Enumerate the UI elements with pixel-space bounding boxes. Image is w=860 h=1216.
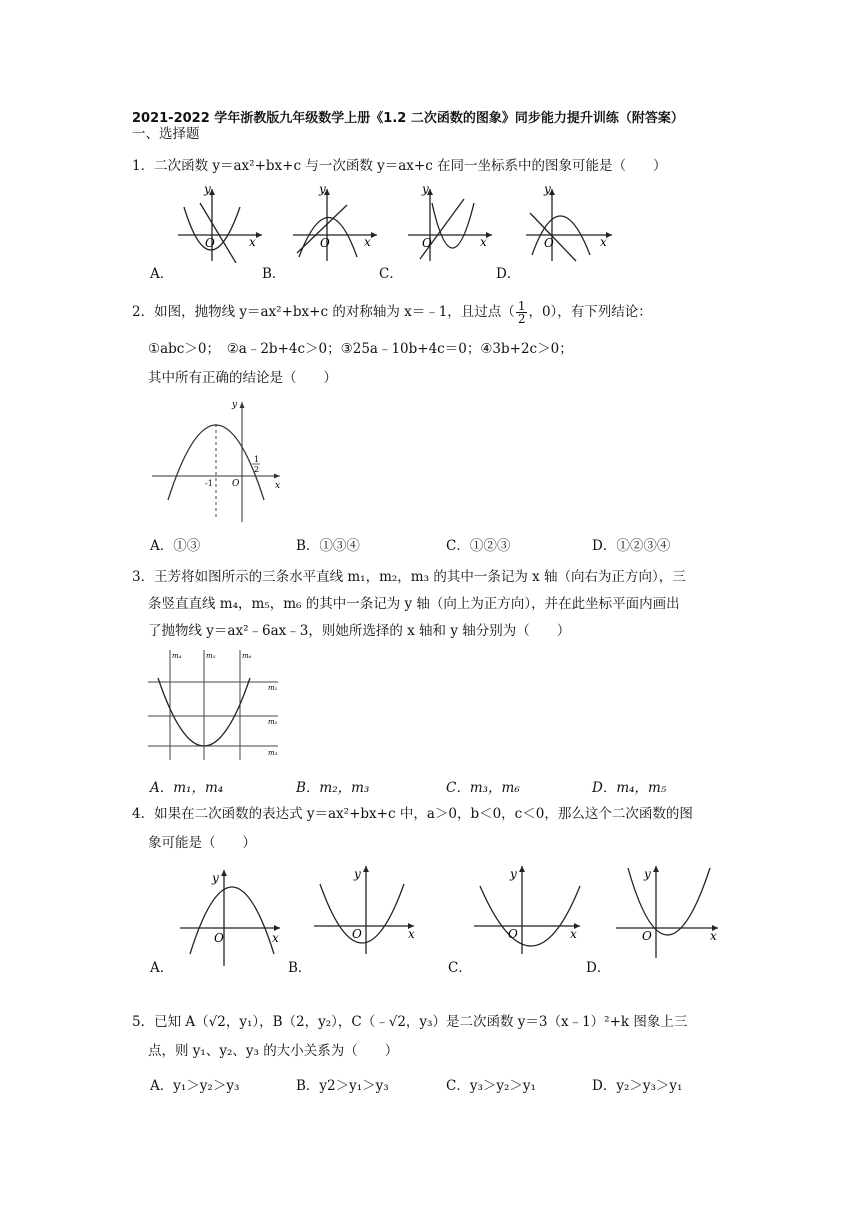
q3-graph (144, 648, 284, 764)
q1-option-a[interactable]: A． (150, 266, 174, 282)
q2-stem (132, 300, 652, 325)
q5-line-1 (132, 1012, 687, 1032)
origin-label: O (232, 479, 240, 489)
x-axis-label: x (710, 929, 717, 943)
document-title: 2021-2022 学年浙教版九年级数学上册《1.2 二次函数的图象》同步能力提升训练（附答案） (132, 111, 684, 126)
q5-text-1: 已知 A（√2，y₁），B（2，y₂），C（﹣√2，y₃）是二次函数 y＝3（x﹣1）²+k 图象上三 (154, 1014, 688, 1030)
origin-label: O (214, 931, 224, 945)
q1-option-c[interactable]: C． (379, 266, 403, 282)
q5-option-b[interactable]: B．y2＞y₁＞y₃ (296, 1078, 389, 1094)
q2-text: 如图，抛物线 y＝ax²+bx+c 的对称轴为 x＝﹣1，且过点（ (154, 304, 515, 320)
q4-graph-c (470, 862, 588, 962)
q4-option-b[interactable]: B． (288, 960, 312, 976)
q4-line-1 (132, 804, 693, 824)
x-axis-label: x (249, 235, 256, 249)
y-axis-label: y (204, 183, 211, 196)
q3-option-b[interactable]: B．m₂，m₃ (296, 780, 370, 796)
q1-option-d[interactable]: D． (496, 266, 521, 282)
y-axis-label: y (544, 183, 551, 196)
m3-label: m₃ (268, 749, 278, 757)
q2-conclusions: ①abc＞0； ②a﹣2b+4c＞0；③25a﹣10b+4c＝0；④3b+2c＞0； (148, 341, 573, 357)
q4-number: 4． (132, 806, 155, 822)
q3-number: 3． (132, 569, 155, 585)
m1-label: m₁ (268, 684, 278, 692)
q4-graph-b (310, 862, 420, 962)
origin-label: O (544, 236, 554, 250)
q4-option-a[interactable]: A． (150, 960, 174, 976)
q5-option-c[interactable]: C．y₃＞y₂＞y₁ (446, 1078, 536, 1094)
q3-line-2: 条竖直直线 m₄，m₅，m₆ 的其中一条记为 y 轴（向上为正方向），并在此坐标平面内画出 (148, 596, 680, 612)
q4-graph-a (176, 866, 286, 970)
q2-text-after: ，0），有下列结论： (528, 304, 652, 320)
origin-label: O (205, 236, 215, 250)
q1-graph-b (285, 183, 385, 263)
x-axis-label: x (272, 931, 279, 945)
q3-line-3: 了抛物线 y＝ax²﹣6ax﹣3，则她所选择的 x 轴和 y 轴分别为（ ） (148, 623, 571, 639)
q2-option-c[interactable]: C．①②③ (446, 538, 511, 554)
x-axis-label: x (275, 481, 281, 491)
q5-line-2: 点，则 y₁、y₂、y₃ 的大小关系为（ ） (148, 1043, 399, 1059)
section-heading: 一、选择题 (132, 126, 200, 142)
x-axis-label: x (364, 235, 371, 249)
q3-option-c[interactable]: C．m₃，m₆ (446, 780, 520, 796)
q2-option-d[interactable]: D．①②③④ (592, 538, 671, 554)
q2-option-a[interactable]: A．①③ (150, 538, 201, 554)
x-axis-label: x (600, 235, 607, 249)
y-axis-label: y (319, 183, 326, 196)
neg-one-label: -1 (205, 479, 213, 488)
y-axis-label: y (422, 183, 429, 196)
origin-label: O (422, 236, 432, 250)
y-axis-label: y (354, 867, 361, 881)
origin-label: O (508, 927, 518, 941)
half-numerator: 1 (254, 455, 260, 464)
m6-label: m₆ (242, 652, 252, 660)
q2-option-b[interactable]: B．①③④ (296, 538, 360, 554)
q2-number: 2． (132, 304, 155, 320)
y-axis-label: y (644, 867, 651, 881)
q4-text-1: 如果在二次函数的表达式 y＝ax²+bx+c 中，a＞0，b＜0，c＜0，那么这个二次函数的图 (154, 806, 693, 822)
y-axis-label: y (212, 871, 219, 885)
x-axis-label: x (480, 235, 487, 249)
q1-number: 1． (132, 158, 155, 174)
x-axis-label: x (570, 927, 577, 941)
q1-stem (132, 156, 667, 176)
q1-graph-d (518, 183, 618, 263)
q1-text: 二次函数 y＝ax²+bx+c 与一次函数 y＝ax+c 在同一坐标系中的图象可能是（ ） (154, 158, 667, 174)
q5-option-d[interactable]: D．y₂＞y₃＞y₁ (592, 1078, 683, 1094)
origin-label: O (642, 929, 652, 943)
origin-label: O (320, 236, 330, 250)
fraction-numerator: 1 (517, 299, 526, 313)
q2-graph (148, 396, 288, 524)
m2-label: m₂ (268, 718, 278, 726)
q1-graph-c (400, 183, 500, 263)
origin-label: O (352, 927, 362, 941)
x-axis-label: x (408, 927, 415, 941)
q4-line-2: 象可能是（ ） (148, 835, 256, 851)
q4-option-c[interactable]: C． (448, 960, 472, 976)
m4-label: m₄ (172, 652, 182, 660)
q2-fraction (516, 300, 528, 325)
q3-line-1 (132, 567, 686, 587)
q4-option-d[interactable]: D． (586, 960, 611, 976)
q1-graph-a (170, 183, 270, 263)
m5-label: m₅ (206, 652, 216, 660)
q1-option-b[interactable]: B． (262, 266, 286, 282)
q3-option-d[interactable]: D．m₄，m₅ (592, 780, 667, 796)
half-denominator: 2 (254, 465, 260, 474)
y-axis-label: y (510, 867, 517, 881)
q3-text-1: 王芳将如图所示的三条水平直线 m₁，m₂，m₃ 的其中一条记为 x 轴（向右为正方向），三 (154, 569, 686, 585)
q4-graph-d (612, 862, 724, 962)
fraction-denominator: 2 (517, 312, 526, 326)
q5-number: 5． (132, 1014, 155, 1030)
q3-option-a[interactable]: A．m₁，m₄ (150, 780, 224, 796)
q5-option-a[interactable]: A．y₁＞y₂＞y₃ (150, 1078, 240, 1094)
y-axis-label: y (232, 400, 238, 410)
q2-question: 其中所有正确的结论是（ ） (148, 370, 337, 386)
